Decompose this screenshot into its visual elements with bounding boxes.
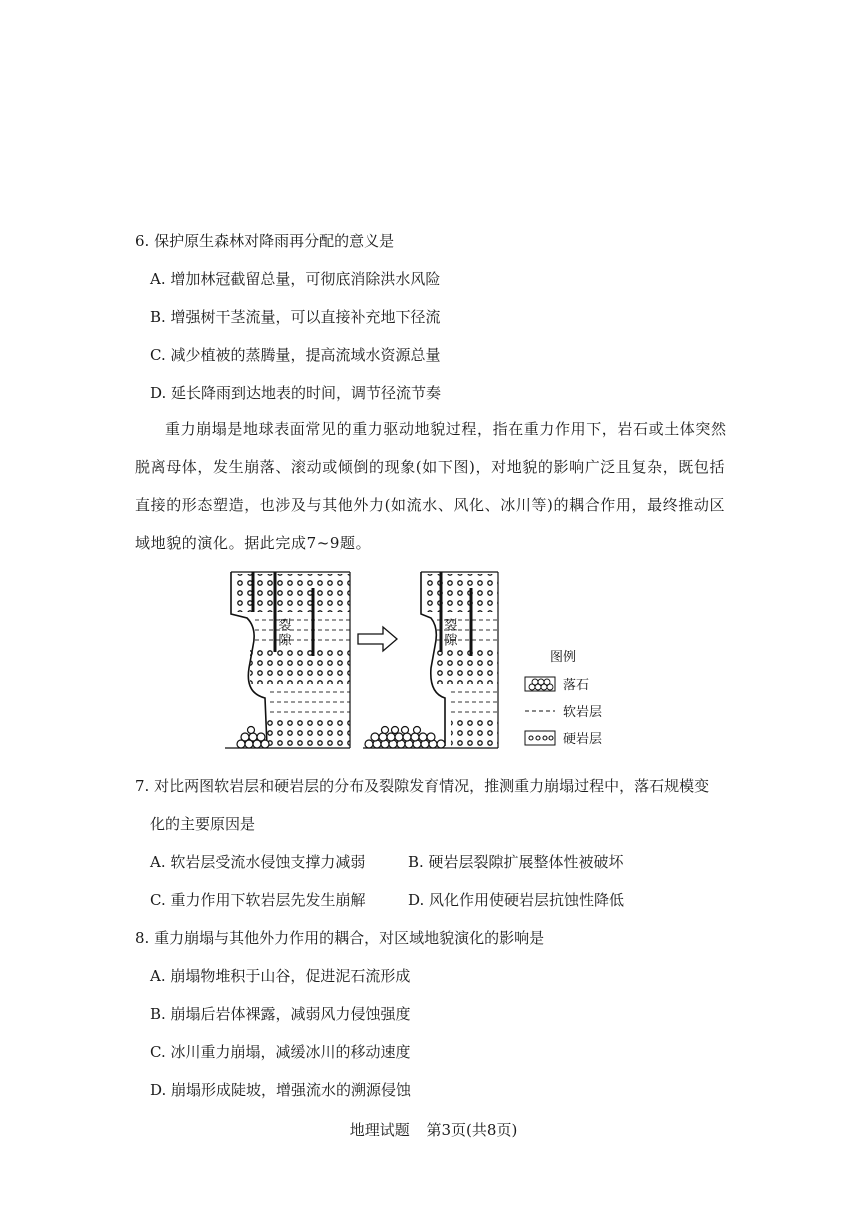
- q8-option-c: C. 冰川重力崩塌，减缓冰川的移动速度: [150, 1043, 411, 1061]
- legend-rockfall: 落石: [563, 678, 590, 693]
- q6-option-d: D. 延长降雨到达地表的时间，调节径流节奏: [150, 384, 442, 402]
- q8-stem: 8. 重力崩塌与其他外力作用的耦合，对区域地貌演化的影响是: [135, 929, 545, 947]
- q7-option-c: C. 重力作用下软岩层先发生崩解: [150, 891, 366, 909]
- legend-title: 图例: [550, 650, 577, 665]
- q8-option-b: B. 崩塌后岩体裸露，减弱风力侵蚀强度: [150, 1005, 411, 1023]
- q6-option-c: C. 减少植被的蒸腾量，提高流域水资源总量: [150, 346, 441, 364]
- passage-text: 重力崩塌是地球表面常见的重力驱动地貌过程，指在重力作用下，岩石或土体突然脱离母体，发生崩落、滚动或倾倒的现象(如下图)，对地貌的影响广泛且复杂，既包括直接的形态塑造，也涉及与其他外力(如流水、风化、冰川等)的耦合作用，最终推动区域地貌的演化。据此完成7~9题。: [135, 420, 727, 552]
- process-arrow: [358, 627, 397, 651]
- footer-subject: 地理试题: [349, 1121, 410, 1139]
- q7-stem-line1: 7. 对比两图软岩层和硬岩层的分布及裂隙发育情况，推测重力崩塌过程中，落石规模变: [135, 777, 710, 795]
- q8-option-d: D. 崩塌形成陡坡，增强流水的溯源侵蚀: [150, 1081, 412, 1099]
- figure-after-block: [363, 572, 498, 748]
- q6-option-b: B. 增强树干茎流量，可以直接补充地下径流: [150, 308, 441, 326]
- page-footer: [0, 1119, 867, 1140]
- figure-before-block: [225, 572, 350, 748]
- q6-option-a: A. 增加林冠截留总量，可彻底消除洪水风险: [150, 270, 441, 288]
- q7-option-d: D. 风化作用使硬岩层抗蚀性降低: [408, 891, 625, 909]
- collapse-figure: [225, 568, 625, 760]
- q7-option-b: B. 硬岩层裂隙扩展整体性被破坏: [408, 853, 624, 871]
- legend-hard-layer: 硬岩层: [563, 732, 603, 747]
- footer-page-number: 第3页(共8页): [426, 1121, 518, 1139]
- q7-stem-line2: 化的主要原因是: [150, 815, 256, 833]
- q7-option-a: A. 软岩层受流水侵蚀支撑力减弱: [150, 853, 366, 871]
- crack-label-before: 裂隙: [275, 618, 291, 648]
- figure-legend: [525, 650, 602, 747]
- q6-stem: 6. 保护原生森林对降雨再分配的意义是: [135, 232, 395, 250]
- legend-soft-layer: 软岩层: [563, 705, 603, 720]
- crack-label-after: 裂隙: [441, 618, 457, 648]
- q8-option-a: A. 崩塌物堆积于山谷，促进泥石流形成: [150, 967, 411, 985]
